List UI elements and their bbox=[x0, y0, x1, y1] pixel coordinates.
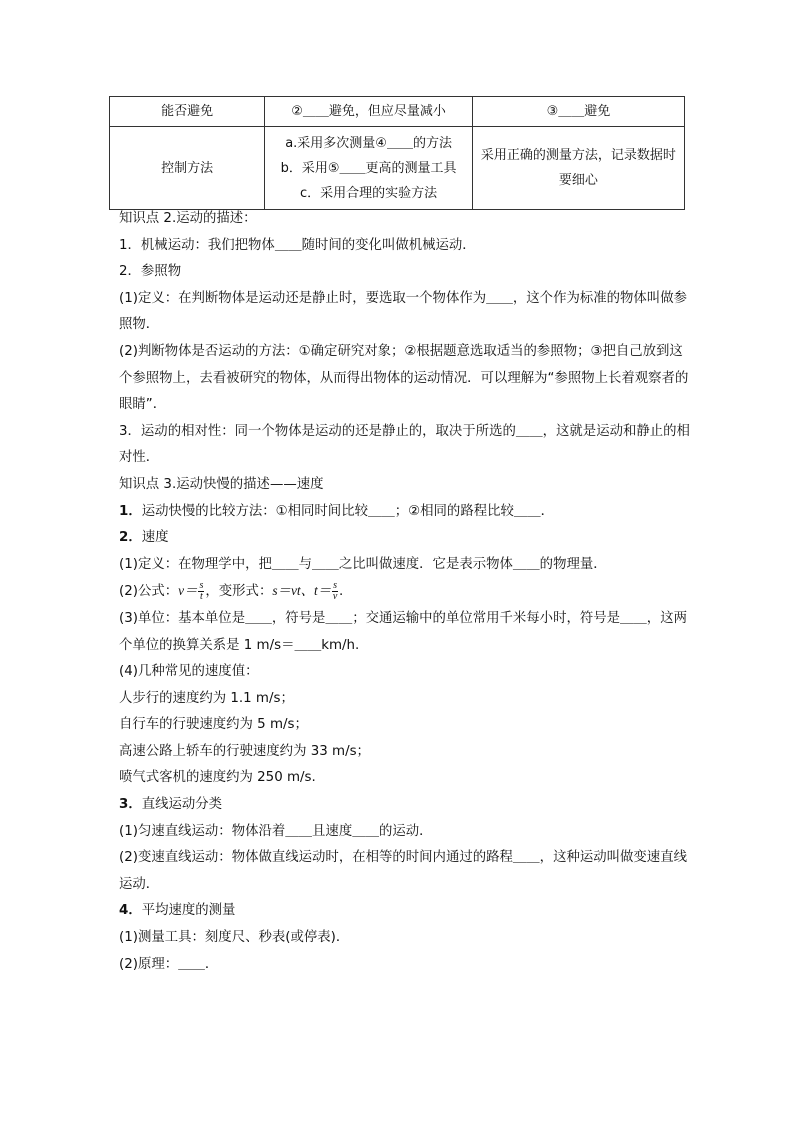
section-heading: 知识点 3.运动快慢的描述——速度 bbox=[119, 476, 324, 492]
paragraph bbox=[119, 525, 694, 552]
table-cell bbox=[265, 127, 472, 210]
paragraph: (3)单位：基本单位是＿＿，符号是＿＿；交通运输中的单位常用千米每小时，符号是＿＿，这两个单位的换算关系是 1 m/s＝＿＿km/h. bbox=[119, 610, 687, 653]
fraction bbox=[332, 581, 338, 602]
list-item: 人步行的速度约为 1.1 m/s； bbox=[119, 690, 294, 706]
table-cell: 控制方法 bbox=[110, 127, 265, 210]
document-body bbox=[119, 206, 694, 978]
paragraph bbox=[119, 898, 694, 925]
paragraph: (1)定义：在判断物体是运动还是静止时，要选取一个物体作为＿＿，这个作为标准的物体叫做参照物． bbox=[119, 290, 687, 333]
paragraph: 3．运动的相对性：同一个物体是运动的还是静止的，取决于所选的＿＿，这就是运动和静止的相对性． bbox=[119, 423, 690, 466]
table-row bbox=[110, 127, 685, 210]
method-line: c．采用合理的实验方法 bbox=[299, 185, 438, 201]
formula-lhs: v＝ bbox=[178, 583, 198, 599]
paragraph: (1)匀速直线运动：物体沿着＿＿且速度＿＿的运动． bbox=[119, 823, 433, 839]
paragraph: (1)定义：在物理学中，把＿＿与＿＿之比叫做速度．它是表示物体＿＿的物理量． bbox=[119, 556, 607, 572]
item-text: 运动快慢的比较方法：①相同时间比较＿＿；②相同的路程比较＿＿． bbox=[141, 503, 555, 519]
method-line: b．采用⑤＿＿更高的测量工具 bbox=[280, 160, 457, 176]
item-text: 直线运动分类 bbox=[141, 797, 223, 813]
paragraph: (2)原理：＿＿． bbox=[119, 956, 219, 972]
paragraph: 2．参照物 bbox=[119, 264, 182, 280]
formula-variant: s＝vt、t＝ bbox=[272, 583, 332, 599]
item-text: 速度 bbox=[141, 530, 169, 546]
fraction-denominator: v bbox=[332, 590, 338, 602]
paragraph: (4)几种常见的速度值： bbox=[119, 664, 259, 680]
paragraph bbox=[119, 792, 694, 819]
paragraph bbox=[119, 499, 694, 526]
item-number: 4． bbox=[119, 903, 142, 919]
table-row bbox=[110, 97, 685, 127]
method-line: a.采用多次测量④＿＿的方法 bbox=[285, 135, 452, 151]
item-number: 2． bbox=[119, 530, 142, 546]
list-item: 喷气式客机的速度约为 250 m/s. bbox=[119, 770, 316, 786]
error-comparison-table bbox=[109, 96, 685, 210]
paragraph: (1)测量工具：刻度尺、秒表(或停表)． bbox=[119, 930, 350, 946]
table-cell: 采用正确的测量方法，记录数据时要细心 bbox=[472, 127, 684, 210]
fraction-numerator: s bbox=[199, 579, 204, 591]
formula-text: ，变形式： bbox=[205, 584, 273, 600]
section-heading: 知识点 2.运动的描述： bbox=[119, 211, 257, 226]
fraction bbox=[198, 581, 204, 602]
item-number: 3． bbox=[119, 797, 142, 813]
formula-end: . bbox=[339, 584, 344, 600]
paragraph: 1．机械运动：我们把物体＿＿随时间的变化叫做机械运动． bbox=[119, 237, 476, 253]
paragraph: (2)判断物体是否运动的方法：①确定研究对象；②根据题意选取适当的参照物；③把自己放到这个参照物上，去看被研究的物体，从而得出物体的运动情况．可以理解为“参照物上长着观察者的眼睛”． bbox=[119, 343, 689, 413]
item-number: 1． bbox=[119, 503, 142, 519]
fraction-numerator: s bbox=[333, 579, 338, 591]
paragraph: (2)变速直线运动：物体做直线运动时，在相等的时间内通过的路程＿＿，这种运动叫做变速直线运动． bbox=[119, 850, 687, 892]
formula-label: (2)公式： bbox=[119, 584, 179, 600]
table-cell: ③＿＿避免 bbox=[472, 97, 684, 127]
table-cell: ②＿＿避免，但应尽量减小 bbox=[265, 97, 472, 127]
item-text: 平均速度的测量 bbox=[141, 903, 236, 919]
fraction-denominator: t bbox=[200, 590, 203, 602]
list-item: 自行车的行驶速度约为 5 m/s； bbox=[119, 717, 308, 733]
formula-line bbox=[119, 578, 694, 606]
list-item: 高速公路上轿车的行驶速度约为 33 m/s； bbox=[119, 743, 370, 759]
table-cell: 能否避免 bbox=[110, 97, 265, 127]
